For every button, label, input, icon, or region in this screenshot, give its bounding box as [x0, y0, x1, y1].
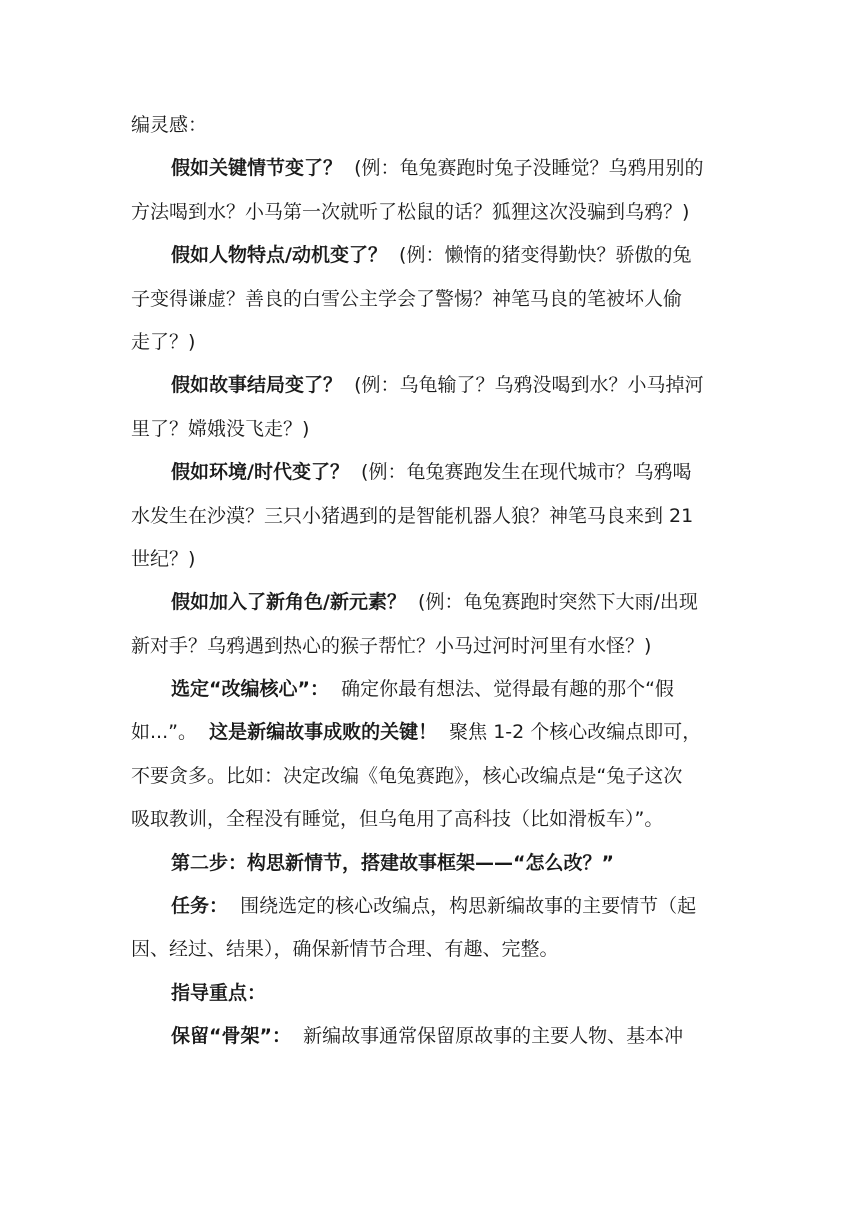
- paragraph-line: 如...”。 这是新编故事成败的关键！ 聚焦 1-2 个核心改编点即可，: [131, 721, 702, 744]
- paragraph-line: 新对手？乌鸦遇到热心的猴子帮忙？小马过河时河里有水怪？): [131, 634, 652, 657]
- paragraph-line: 假如加入了新角色/新元素？ (例：龟兔赛跑时突然下大雨/出现: [171, 591, 698, 614]
- heading-setting-change: 假如环境/时代变了？: [171, 461, 349, 484]
- heading-keep-skeleton: 保留“骨架”：: [171, 1025, 291, 1048]
- heading-guide: 指导重点：: [171, 981, 267, 1004]
- emphasis-key: 这是新编故事成败的关键！: [209, 721, 438, 744]
- paragraph-line: 世纪？): [131, 547, 196, 570]
- paragraph-line: 因、经过、结果），确保新情节合理、有趣、完整。: [131, 938, 559, 961]
- paragraph-line: 保留“骨架”： 新编故事通常保留原故事的主要人物、基本冲: [171, 1025, 684, 1048]
- heading-choose-core: 选定“改编核心”：: [171, 678, 329, 701]
- heading-plot-change: 假如关键情节变了？: [171, 157, 343, 180]
- heading-character-change: 假如人物特点/动机变了？: [171, 244, 387, 267]
- paragraph-line: 假如关键情节变了？ (例：龟兔赛跑时兔子没睡觉？乌鸦用别的: [171, 157, 704, 180]
- paragraph-line: 假如故事结局变了？ (例：乌龟输了？乌鸦没喝到水？小马掉河: [171, 374, 704, 397]
- heading-new-element: 假如加入了新角色/新元素？: [171, 591, 406, 614]
- paragraph-line: 水发生在沙漠？三只小猪遇到的是智能机器人狼？神笔马良来到 21: [131, 504, 694, 527]
- paragraph-line: 假如人物特点/动机变了？ (例：懒惰的猪变得勤快？骄傲的兔: [171, 244, 692, 267]
- heading-task: 任务：: [171, 895, 229, 918]
- paragraph-line: 编灵感：: [131, 114, 208, 136]
- paragraph-line: 任务： 围绕选定的核心改编点，构思新编故事的主要情节（起: [171, 895, 697, 918]
- body-text: [131, 104, 731, 1059]
- step-two-heading: 第二步：构思新情节，搭建故事框架——“怎么改？”: [171, 851, 614, 874]
- paragraph-line: 不要贪多。比如：决定改编《龟兔赛跑》，核心改编点是“兔子这次: [131, 764, 683, 787]
- paragraph-line: 里了？嫦娥没飞走？): [131, 417, 310, 440]
- paragraph-line: 假如环境/时代变了？ (例：龟兔赛跑发生在现代城市？乌鸦喝: [171, 461, 692, 484]
- paragraph-line: 走了？): [131, 330, 196, 353]
- paragraph-line: 吸取教训，全程没有睡觉，但乌龟用了高科技（比如滑板车）”。: [131, 808, 664, 831]
- paragraph-line: [131, 842, 731, 885]
- heading-ending-change: 假如故事结局变了？: [171, 374, 343, 397]
- paragraph-line: [131, 972, 731, 1015]
- paragraph-line: 子变得谦虚？善良的白雪公主学会了警惕？神笔马良的笔被坏人偷: [131, 287, 683, 310]
- paragraph-line: 方法喝到水？小马第一次就听了松鼠的话？狐狸这次没骗到乌鸦？): [131, 200, 690, 223]
- paragraph-line: 选定“改编核心”： 确定你最有想法、觉得最有趣的那个“假: [171, 678, 674, 701]
